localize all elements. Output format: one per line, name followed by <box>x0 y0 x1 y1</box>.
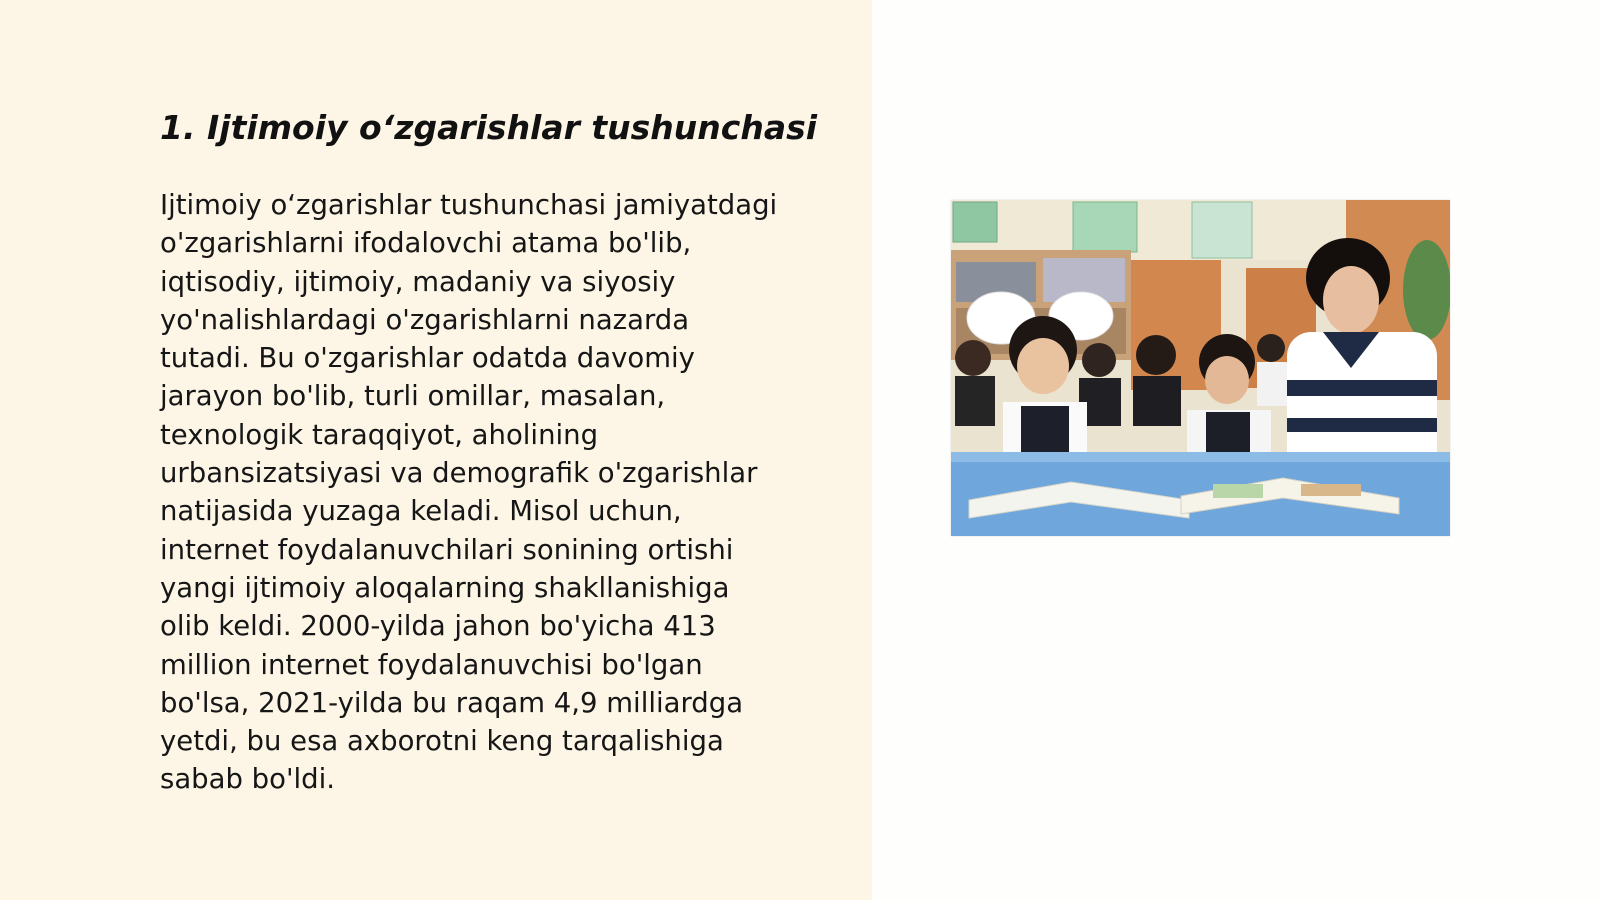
body-line: yangi ijtimoiy aloqalarning shakllanishiga <box>160 571 730 604</box>
body-line: natijasida yuzaga keladi. Misol uchun, <box>160 495 682 528</box>
body-line: texnologik taraqqiyot, aholining <box>160 418 599 451</box>
body-line: urbansizatsiyasi va demografik o'zgarishlar <box>160 457 758 490</box>
slide-title: 1. Ijtimoiy o‘zgarishlar tushunchasi <box>160 108 818 147</box>
body-line: olib keldi. 2000-yilda jahon bo'yicha 413 <box>160 610 716 643</box>
body-line: jarayon bo'lib, turli omillar, masalan, <box>160 380 666 413</box>
classroom-illustration <box>951 200 1450 536</box>
body-paragraph <box>160 186 840 799</box>
body-line: bo'lsa, 2021-yilda bu raqam 4,9 milliardga <box>160 686 744 719</box>
body-line: million internet foydalanuvchisi bo'lgan <box>160 648 703 681</box>
body-line: internet foydalanuvchilari sonining ortishi <box>160 533 734 566</box>
body-line: yetdi, bu esa axborotni keng tarqalishiga <box>160 725 724 758</box>
body-line: iqtisodiy, ijtimoiy, madaniy va siyosiy <box>160 265 676 298</box>
classroom-photo <box>951 200 1450 536</box>
body-line: Ijtimoiy o‘zgarishlar tushunchasi jamiyatdagi <box>160 189 778 221</box>
body-line: tutadi. Bu o'zgarishlar odatda davomiy <box>160 342 695 375</box>
body-line: yo'nalishlardagi o'zgarishlarni nazarda <box>160 303 690 336</box>
body-line: o'zgarishlarni ifodalovchi atama bo'lib, <box>160 227 692 260</box>
body-line: sabab bo'ldi. <box>160 763 336 796</box>
